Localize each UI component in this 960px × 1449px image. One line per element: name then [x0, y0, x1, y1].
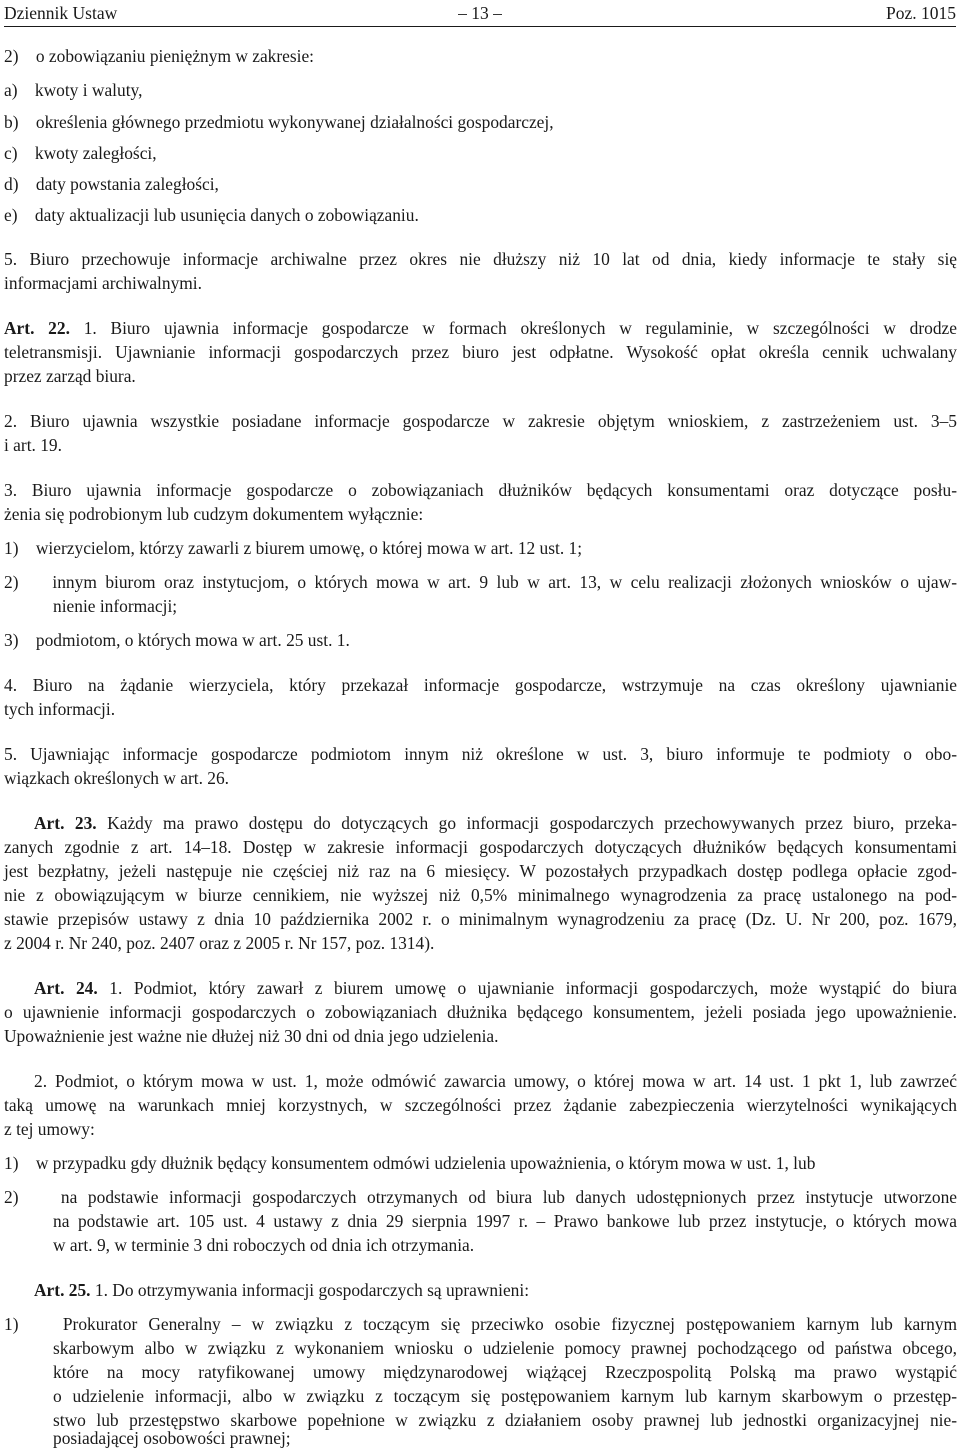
paragraph-line: jest bezpłatny, jeżeli następuje nie częściej niż raz na 6 miesięcy. W pozostałych przypadkach dostęp podlega opłacie zgod-: [4, 861, 957, 881]
list-item: 1) wierzycielom, którzy zawarli z biurem umowę, o której mowa w art. 12 ust. 1;: [4, 538, 583, 558]
list-item: 2) o zobowiązaniu pieniężnym w zakresie:: [4, 46, 315, 66]
position-number: Poz. 1015: [886, 3, 956, 23]
list-item: stwo lub przestępstwo skarbowe popełnione w związku z działaniem osoby prawnej lub jednostki organizacyjnej nie-: [53, 1410, 957, 1430]
list-item: 1) w przypadku gdy dłużnik będący konsumentem odmówi udzielenia upoważnienia, o którym mowa w ust. 1, lub: [4, 1153, 816, 1173]
paragraph-line: nie z obowiązującym w biurze cennikiem, nie wyższej niż 0,5% minimalnego wynagrodzenia za pracę ustalonego na pod-: [4, 885, 957, 905]
list-item: 2) na podstawie informacji gospodarczych otrzymanych od biura lub danych udostępnionych przez instytucje utworzone: [4, 1187, 957, 1207]
list-item: o udzielenie informacji, albo w związku z toczącym się postępowaniem karnym lub karnym skarbowym o przestęp-: [53, 1386, 957, 1406]
list-item: nienie informacji;: [53, 596, 178, 616]
paragraph-line: 3. Biuro ujawnia informacje gospodarcze o zobowiązaniach dłużników będących konsumentami oraz dotyczące posłu-: [4, 480, 957, 500]
list-item: 2) innym biurom oraz instytucjom, o których mowa w art. 9 lub w art. 13, w celu realizacji złożonych wniosków o ujaw-: [4, 572, 957, 592]
article-25-line: [34, 1279, 957, 1301]
list-item: posiadającej osobowości prawnej;: [53, 1428, 291, 1448]
paragraph-line: teletransmisji. Ujawnianie informacji gospodarczych przez biuro jest odpłatne. Wysokość opłat określa cennik uchwalany: [4, 342, 957, 362]
article-23-line: [34, 812, 957, 834]
paragraph-line: wiązkach określonych w art. 26.: [4, 768, 230, 788]
list-item: d) daty powstania zaległości,: [4, 174, 219, 194]
list-item: w art. 9, w terminie 3 dni roboczych od dnia ich otrzymania.: [53, 1235, 475, 1255]
paragraph-line: 2. Podmiot, o którym mowa w ust. 1, może odmówić zawarcia umowy, o której mowa w art. 14 ust. 1 pkt 1, lub zawrzeć: [34, 1071, 957, 1091]
paragraph-line: z 2004 r. Nr 240, poz. 2407 oraz z 2005 r. Nr 157, poz. 1314).: [4, 933, 435, 953]
paragraph-text: 1. Biuro ujawnia informacje gospodarcze w formach określonych w regulaminie, w szczególności w drodze: [83, 318, 957, 338]
list-item: 1) Prokurator Generalny – w związku z toczącym się przeciwko osobie fizycznej postępowaniem karnym lub karnym: [4, 1314, 957, 1334]
list-item: skarbowym albo w związku z wykonaniem wniosku o udzielenie pomocy prawnej pochodzącego od państwa obcego,: [53, 1338, 957, 1358]
list-item: na podstawie art. 105 ust. 4 ustawy z dnia 29 sierpnia 1997 r. – Prawo bankowe lub przez instytucje, o których mowa: [53, 1211, 957, 1231]
paragraph-line: przez zarząd biura.: [4, 366, 136, 386]
paragraph-line: z tej umowy:: [4, 1119, 95, 1139]
paragraph-line: 5. Biuro przechowuje informacje archiwalne przez okres nie dłuższy niż 10 lat od dnia, kiedy informacje te stały się: [4, 249, 957, 269]
paragraph-text: 1. Do otrzymywania informacji gospodarczych są uprawnieni:: [94, 1280, 530, 1300]
paragraph-line: taką umowę na warunkach mniej korzystnych, w szczególności przez żądanie zabezpieczenia wierzytelności wynikających: [4, 1095, 957, 1115]
article-24-line: [34, 977, 957, 999]
article-25-heading: Art. 25.: [34, 1280, 91, 1300]
list-item: c) kwoty zaległości,: [4, 143, 157, 163]
paragraph-line: stawie przepisów ustawy z dnia 10 października 2002 r. o minimalnym wynagrodzeniu za pracę (Dz. U. Nr 200, poz. 1679,: [4, 909, 957, 929]
paragraph-line: 5. Ujawniając informacje gospodarcze podmiotom innym niż określone w ust. 3, biuro informuje te podmioty o obo-: [4, 744, 957, 764]
list-item: b) określenia głównego przedmiotu wykonywanej działalności gospodarczej,: [4, 112, 554, 132]
article-22-heading: Art. 22.: [4, 318, 70, 338]
paragraph-line: 2. Biuro ujawnia wszystkie posiadane informacje gospodarcze w zakresie objętym wnioskiem, z zastrzeżeniem ust. 3–5: [4, 411, 957, 431]
list-item: 3) podmiotom, o których mowa w art. 25 ust. 1.: [4, 630, 350, 650]
paragraph-line: 4. Biuro na żądanie wierzyciela, który przekazał informacje gospodarcze, wstrzymuje na czas określony ujawnianie: [4, 675, 957, 695]
list-item: e) daty aktualizacji lub usunięcia danych o zobowiązaniu.: [4, 205, 419, 225]
paragraph-line: zanych zgodnie z art. 14–18. Dostęp w zakresie informacji gospodarczych dotyczących dłużników będących konsumentami: [4, 837, 957, 857]
paragraph-line: informacjami archiwalnymi.: [4, 273, 202, 293]
journal-title: Dziennik Ustaw: [4, 3, 118, 23]
article-23-heading: Art. 23.: [34, 813, 97, 833]
page-number: – 13 –: [458, 3, 502, 23]
article-24-heading: Art. 24.: [34, 978, 98, 998]
paragraph-text: 1. Podmiot, który zawarł z biurem umowę o ujawnianie informacji gospodarczych, może wystąpić do biura: [109, 978, 957, 998]
list-item: a) kwoty i waluty,: [4, 80, 143, 100]
paragraph-line: o ujawnienie informacji gospodarczych o zobowiązaniach dłużnika będącego konsumentem, jeżeli posiada jego upoważnienie.: [4, 1002, 957, 1022]
list-item: które na mocy ratyfikowanej umowy międzynarodowej wiążącej Rzeczpospolitą Polską ma prawo wystąpić: [53, 1362, 957, 1382]
paragraph-line: Upoważnienie jest ważne nie dłużej niż 30 dni od dnia jego udzielenia.: [4, 1026, 499, 1046]
paragraph-text: Każdy ma prawo dostępu do dotyczących go informacji gospodarczych przechowywanych przez biuro, przeka-: [107, 813, 957, 833]
paragraph-line: i art. 19.: [4, 435, 62, 455]
page-header: [4, 2, 956, 27]
article-22-line: [4, 317, 957, 339]
paragraph-line: tych informacji.: [4, 699, 116, 719]
paragraph-line: żenia się podrobionym lub cudzym dokumentem wyłącznie:: [4, 504, 424, 524]
